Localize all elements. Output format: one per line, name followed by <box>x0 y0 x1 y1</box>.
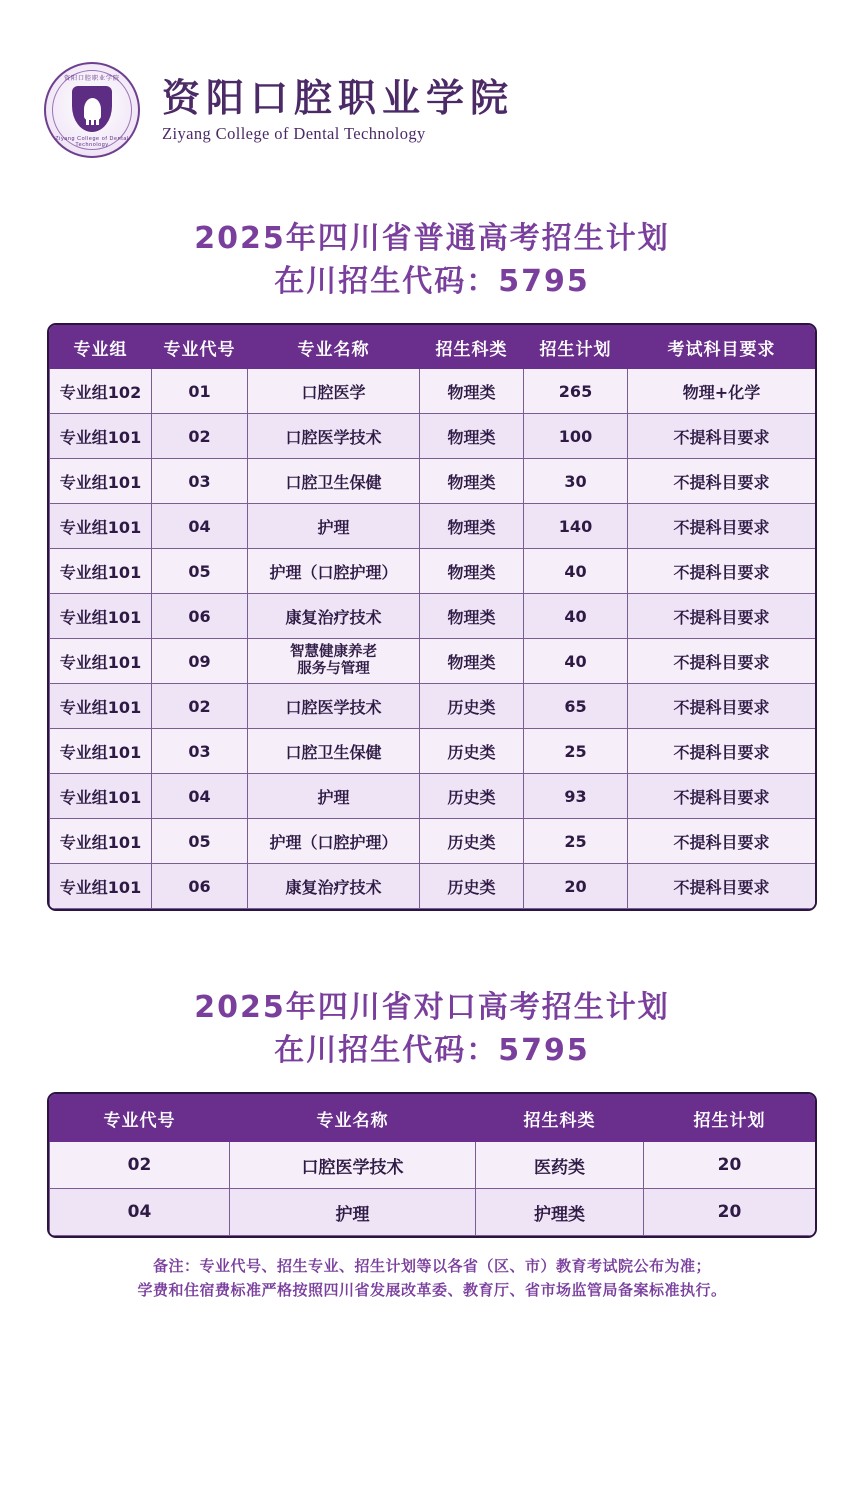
table-cell: 历史类 <box>420 864 524 909</box>
table-row <box>50 459 816 504</box>
table-cell: 25 <box>524 729 628 774</box>
section1-title <box>0 218 864 303</box>
table-cell: 口腔医学技术 <box>248 684 420 729</box>
section1-title-line2: 在川招生代码：5795 <box>274 263 590 299</box>
table-cell: 140 <box>524 504 628 549</box>
table-cell: 专业组101 <box>50 684 152 729</box>
table-cell: 20 <box>524 864 628 909</box>
table-cell: 09 <box>152 639 248 684</box>
brand-name-en: Ziyang College of Dental Technology <box>162 124 426 144</box>
table-cell: 不提科目要求 <box>628 864 816 909</box>
section2-title-line1: 2025年四川省对口高考招生计划 <box>194 990 670 1026</box>
table-cell: 30 <box>524 459 628 504</box>
table-row <box>50 639 816 684</box>
table-cell: 口腔医学 <box>248 369 420 414</box>
table-cell: 康复治疗技术 <box>248 594 420 639</box>
table-cell: 护理（口腔护理） <box>248 549 420 594</box>
table-cell: 物理类 <box>420 369 524 414</box>
footnote-line-2: 学费和住宿费标准严格按照四川省发展改革委、教育厅、省市场监管局备案标准执行。 <box>137 1281 727 1300</box>
table-cell: 不提科目要求 <box>628 729 816 774</box>
column-header: 专业组 <box>50 326 152 369</box>
column-header: 专业代号 <box>50 1095 230 1142</box>
table-cell: 专业组101 <box>50 639 152 684</box>
table-cell: 06 <box>152 594 248 639</box>
table-cell: 25 <box>524 819 628 864</box>
table-cell: 专业组101 <box>50 414 152 459</box>
table-row <box>50 1189 816 1236</box>
brand-text-block <box>162 76 514 145</box>
table-row <box>50 864 816 909</box>
section2-table-body <box>50 1142 816 1236</box>
table-row <box>50 684 816 729</box>
footnote-line-1: 备注：专业代号、招生专业、招生计划等以各省（区、市）教育考试院公布为准； <box>152 1257 711 1276</box>
section1-table <box>49 325 816 909</box>
table-row <box>50 774 816 819</box>
table-cell: 口腔卫生保健 <box>248 729 420 774</box>
section1-table-wrap <box>47 323 817 911</box>
table-cell: 医药类 <box>476 1142 644 1189</box>
table-cell: 不提科目要求 <box>628 504 816 549</box>
column-header: 招生科类 <box>476 1095 644 1142</box>
table-cell: 智慧健康养老 服务与管理 <box>248 639 420 684</box>
table-cell: 不提科目要求 <box>628 819 816 864</box>
table-cell: 物理+化学 <box>628 369 816 414</box>
footnote <box>47 1254 817 1302</box>
table-cell: 02 <box>50 1142 230 1189</box>
column-header: 招生科类 <box>420 326 524 369</box>
section2-title-line2: 在川招生代码：5795 <box>274 1032 590 1068</box>
table-cell: 100 <box>524 414 628 459</box>
table-cell: 护理 <box>248 504 420 549</box>
section2-table-head <box>50 1095 816 1142</box>
table-row <box>50 729 816 774</box>
table-cell: 口腔医学技术 <box>248 414 420 459</box>
table-cell: 93 <box>524 774 628 819</box>
table-cell: 物理类 <box>420 549 524 594</box>
table-row <box>50 819 816 864</box>
table-cell: 03 <box>152 459 248 504</box>
table-cell: 物理类 <box>420 504 524 549</box>
table-cell: 06 <box>152 864 248 909</box>
table-cell: 不提科目要求 <box>628 594 816 639</box>
table-header-row <box>50 326 816 369</box>
seal-top-text: 资阳口腔职业学院 <box>63 76 120 82</box>
table-row <box>50 504 816 549</box>
table-row <box>50 594 816 639</box>
table-cell: 物理类 <box>420 459 524 504</box>
table-cell: 专业组102 <box>50 369 152 414</box>
column-header: 招生计划 <box>644 1095 816 1142</box>
section2-title <box>0 987 864 1072</box>
page-header <box>0 0 864 158</box>
table-cell: 专业组101 <box>50 504 152 549</box>
table-row <box>50 369 816 414</box>
table-cell: 04 <box>152 504 248 549</box>
table-header-row <box>50 1095 816 1142</box>
column-header: 专业名称 <box>230 1095 476 1142</box>
table-cell: 专业组101 <box>50 459 152 504</box>
table-cell: 40 <box>524 549 628 594</box>
table-cell: 历史类 <box>420 774 524 819</box>
section2-table-wrap <box>47 1092 817 1238</box>
table-cell: 01 <box>152 369 248 414</box>
table-cell: 护理（口腔护理） <box>248 819 420 864</box>
table-row <box>50 549 816 594</box>
table-cell: 物理类 <box>420 639 524 684</box>
table-cell: 不提科目要求 <box>628 414 816 459</box>
table-cell: 不提科目要求 <box>628 684 816 729</box>
table-cell: 护理 <box>230 1189 476 1236</box>
table-cell: 康复治疗技术 <box>248 864 420 909</box>
table-cell: 专业组101 <box>50 549 152 594</box>
table-cell: 05 <box>152 549 248 594</box>
column-header: 招生计划 <box>524 326 628 369</box>
table-cell: 护理 <box>248 774 420 819</box>
table-cell: 专业组101 <box>50 594 152 639</box>
college-seal-logo <box>44 62 140 158</box>
section1-table-head <box>50 326 816 369</box>
table-cell: 不提科目要求 <box>628 549 816 594</box>
column-header: 专业名称 <box>248 326 420 369</box>
table-cell: 专业组101 <box>50 819 152 864</box>
section1-title-line1: 2025年四川省普通高考招生计划 <box>194 221 670 256</box>
tooth-icon <box>84 98 101 120</box>
table-cell: 不提科目要求 <box>628 774 816 819</box>
table-cell: 护理类 <box>476 1189 644 1236</box>
table-row <box>50 414 816 459</box>
table-cell: 65 <box>524 684 628 729</box>
table-cell: 口腔卫生保健 <box>248 459 420 504</box>
table-cell: 20 <box>644 1142 816 1189</box>
table-cell: 口腔医学技术 <box>230 1142 476 1189</box>
table-cell: 20 <box>644 1189 816 1236</box>
table-cell: 历史类 <box>420 819 524 864</box>
table-cell: 不提科目要求 <box>628 459 816 504</box>
table-cell: 历史类 <box>420 684 524 729</box>
table-row <box>50 1142 816 1189</box>
table-cell: 40 <box>524 639 628 684</box>
column-header: 考试科目要求 <box>628 326 816 369</box>
table-cell: 专业组101 <box>50 864 152 909</box>
table-cell: 专业组101 <box>50 774 152 819</box>
section1-table-body <box>50 369 816 909</box>
table-cell: 物理类 <box>420 594 524 639</box>
table-cell: 04 <box>50 1189 230 1236</box>
table-cell: 40 <box>524 594 628 639</box>
table-cell: 04 <box>152 774 248 819</box>
table-cell: 02 <box>152 684 248 729</box>
table-cell: 03 <box>152 729 248 774</box>
table-cell: 05 <box>152 819 248 864</box>
table-cell: 不提科目要求 <box>628 639 816 684</box>
seal-bottom-text: Ziyang College of Dental Technology <box>55 136 129 148</box>
section2-table <box>49 1094 816 1236</box>
table-cell: 专业组101 <box>50 729 152 774</box>
column-header: 专业代号 <box>152 326 248 369</box>
table-cell: 02 <box>152 414 248 459</box>
table-cell: 历史类 <box>420 729 524 774</box>
brand-name-cn: 资阳口腔职业学院 <box>162 74 515 120</box>
table-cell: 物理类 <box>420 414 524 459</box>
table-cell: 265 <box>524 369 628 414</box>
shield-icon <box>72 86 112 132</box>
